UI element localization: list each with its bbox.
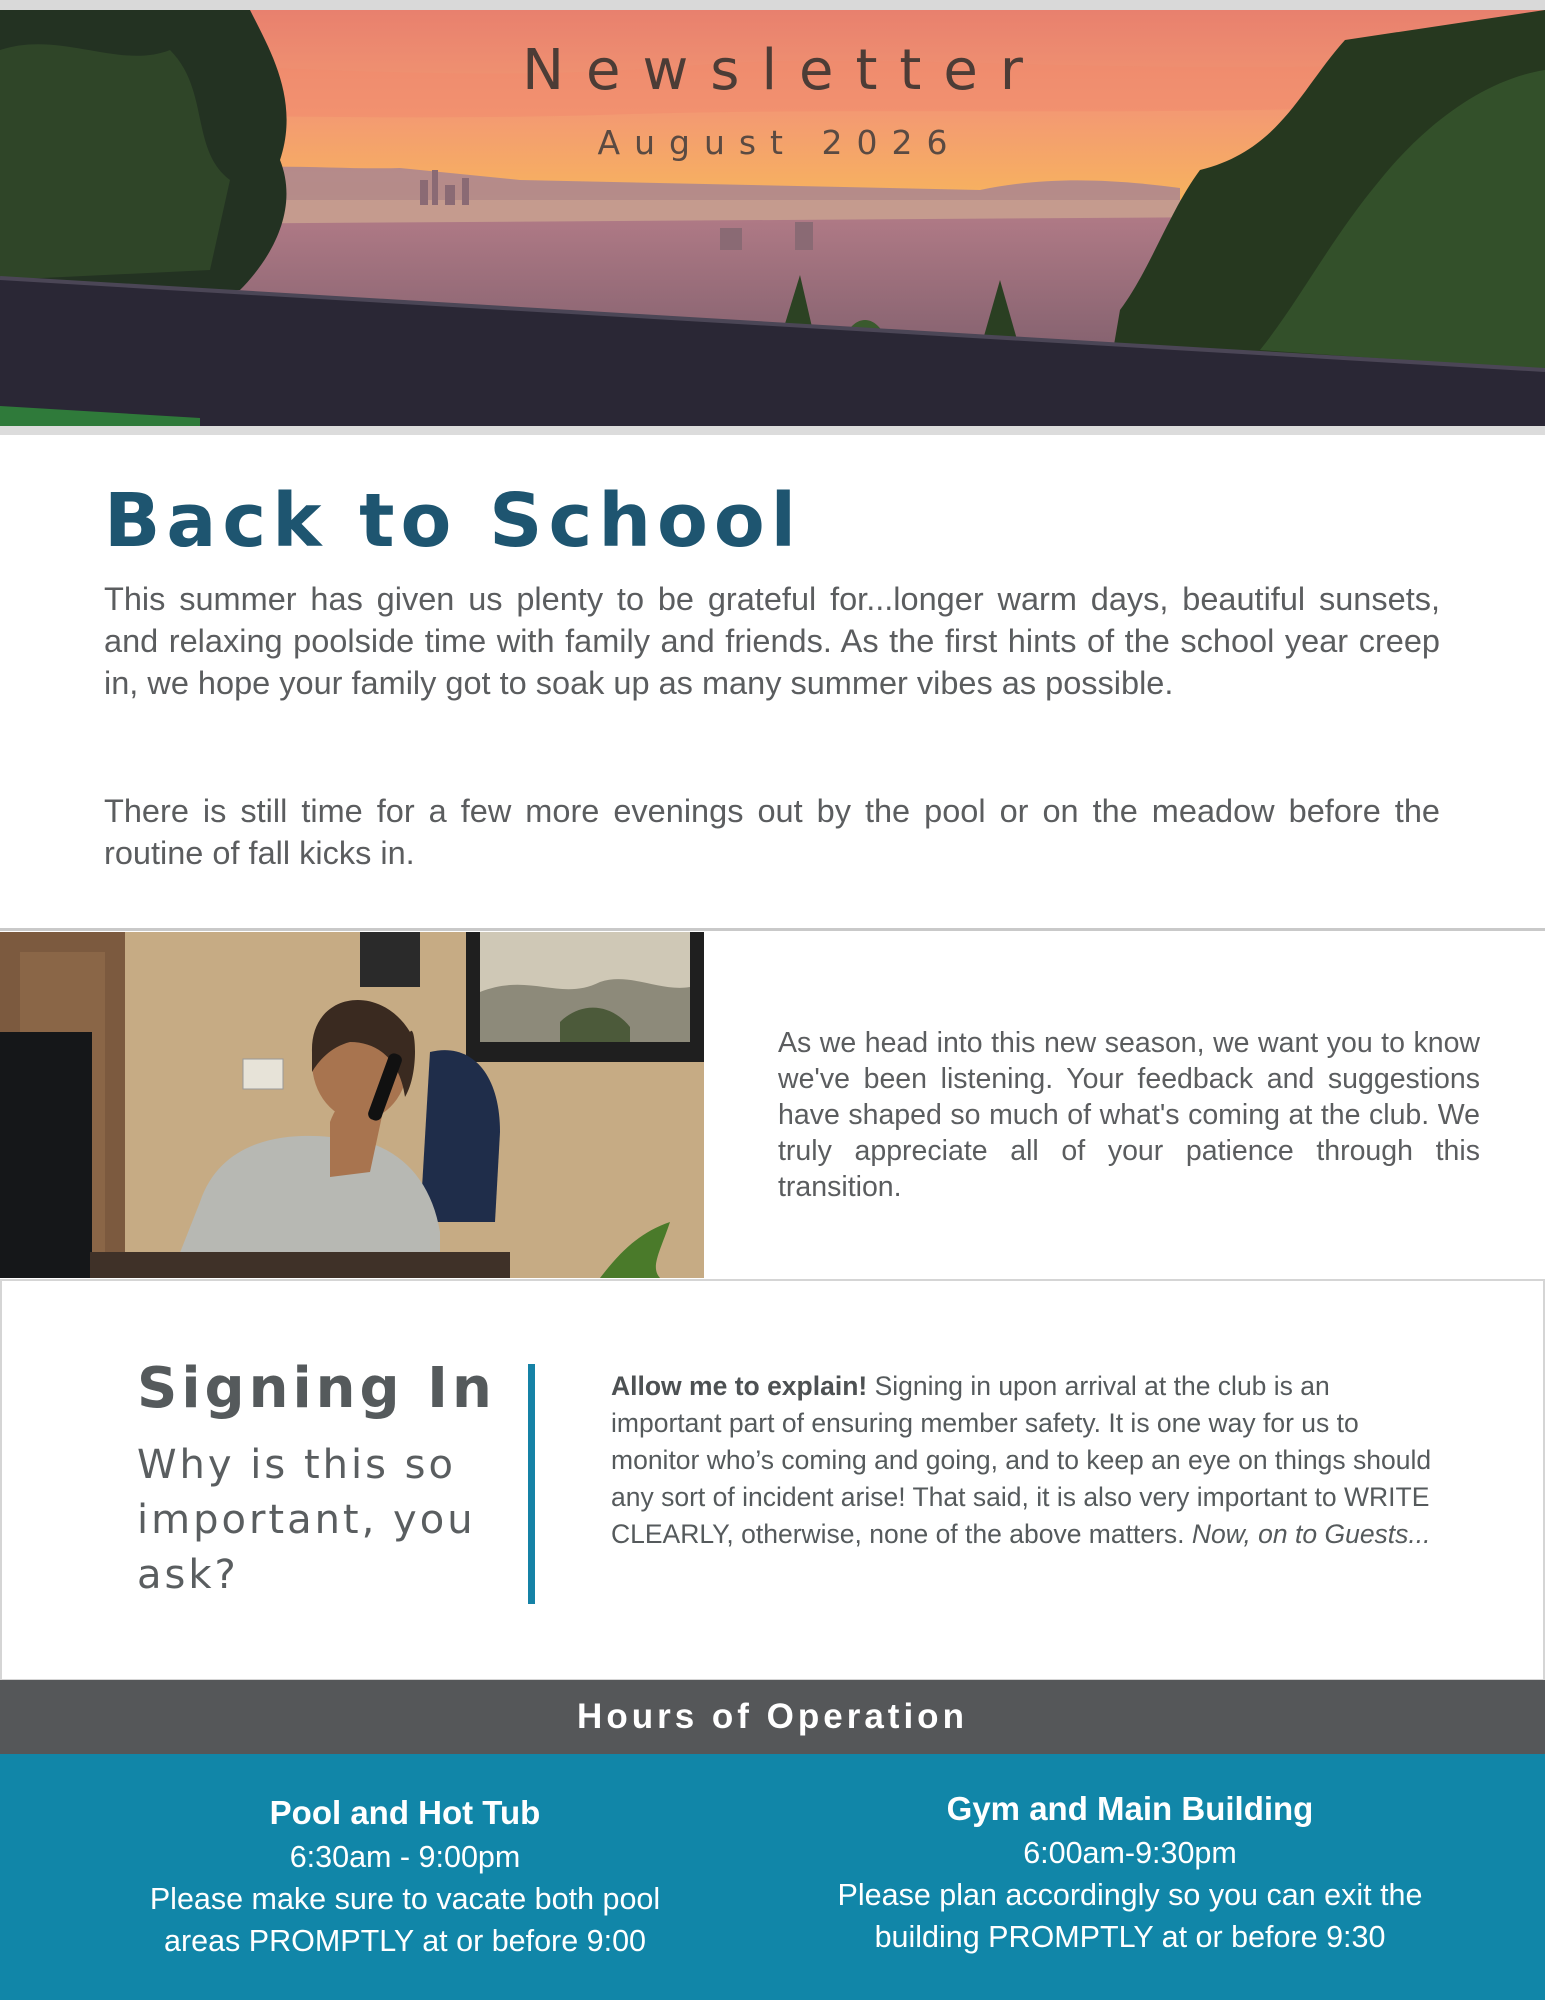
- gym-hours: [780, 1788, 1480, 1958]
- gym-hours-note-2: building PROMPTLY at or before 9:30: [874, 1920, 1386, 1954]
- hours-header: [0, 1680, 1545, 1754]
- pool-hours-note-1: Please make sure to vacate both pool: [149, 1882, 661, 1916]
- gym-hours-note-1: Please plan accordingly so you can exit the: [837, 1878, 1423, 1912]
- back-to-school-heading: Back to School: [104, 478, 803, 564]
- signing-in-accent-bar: [528, 1364, 535, 1604]
- top-strip: [0, 0, 1545, 10]
- signing-in-lead: Allow me to explain!: [611, 1371, 868, 1401]
- pool-hours-title: Pool and Hot Tub: [269, 1794, 541, 1831]
- banner-divider: [0, 426, 1545, 435]
- pool-hours: [90, 1792, 720, 1962]
- signing-in-explanation: [611, 1368, 1441, 1553]
- banner-sunset-photo: [0, 10, 1545, 426]
- back-to-school-paragraph-1: This summer has given us plenty to be grateful for...longer warm days, beautiful sunsets, and relaxing poolside time with family and friends. As the first hints of the school year creep in, we hope your family got to soak up as many summer vibes as possible.: [104, 581, 1440, 701]
- hours-title: Hours of Operation: [577, 1697, 968, 1736]
- gym-hours-title: Gym and Main Building: [946, 1790, 1314, 1827]
- signing-in-tail: Now, on to Guests...: [1191, 1519, 1431, 1549]
- signing-in-heading: Signing In: [137, 1356, 496, 1421]
- pool-hours-note-2: areas PROMPTLY at or before 9:00: [163, 1924, 647, 1958]
- signing-in-body: Signing in upon arrival at the club is an important part of ensuring member safety. It is one way for us to monitor who’s coming and going, and to keep an eye on things should any sort of incident arise! That said, it is also very important to WRITE CLEARLY, otherwise, none of the above matters.: [611, 1371, 1432, 1549]
- signing-in-subheading: Why is this so important, you ask?: [137, 1442, 476, 1598]
- office-staff-photo: [0, 932, 704, 1278]
- newsletter-date: August 2026: [597, 123, 962, 162]
- newsletter-title: Newsletter: [522, 38, 1045, 103]
- pool-hours-time: 6:30am - 9:00pm: [289, 1840, 521, 1874]
- office-message: As we head into this new season, we want you to know we've been listening. Your feedback and suggestions have shaped so much of what's coming at the club. We truly appreciate all of your patience through this transition.: [778, 1027, 1480, 1203]
- gym-hours-time: 6:00am-9:30pm: [1023, 1836, 1237, 1870]
- section-divider: [0, 928, 1545, 931]
- back-to-school-paragraph-2: There is still time for a few more evenings out by the pool or on the meadow before the routine of fall kicks in.: [104, 793, 1440, 871]
